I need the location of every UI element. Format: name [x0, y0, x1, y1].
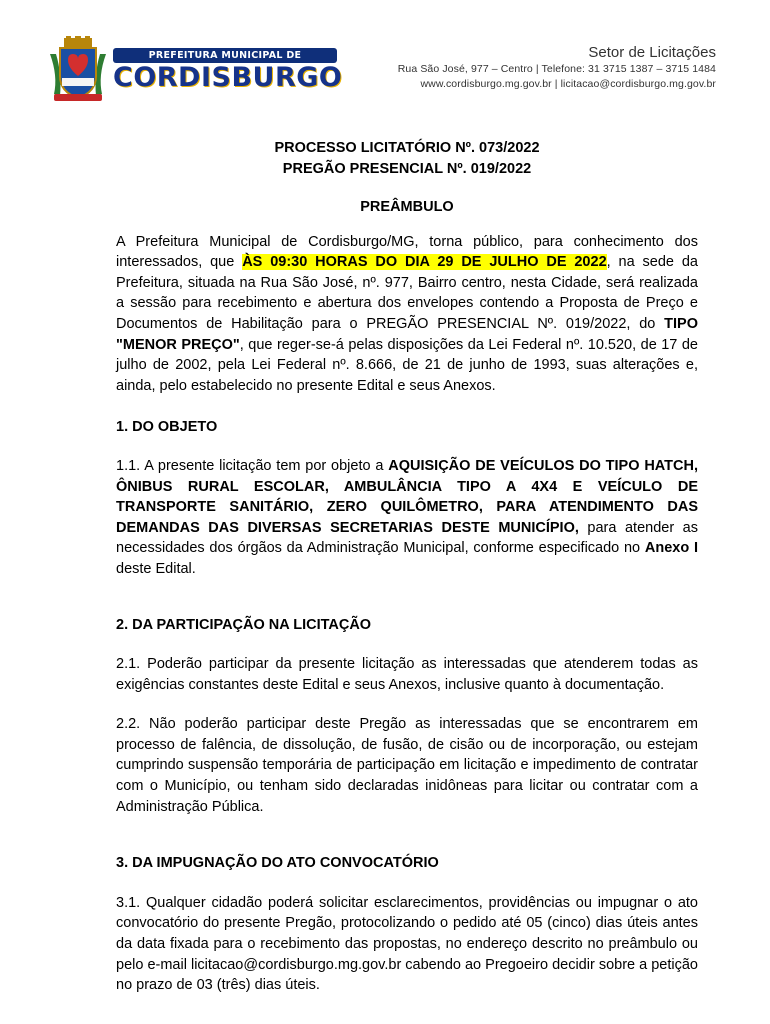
preamble-text-2: , na sede da Prefeitura, situada na Rua São José, nº. 977, Bairro centro, nesta Cidade, será realizada a sessão para recebimento e abertura dos envelopes contendo a Proposta de Preço e Documentos de Habilitação para o PREGÃO PRESENCIAL Nº. 019/2022, do: [116, 254, 698, 332]
objeto-text-mid: para atender as necessidades dos órgãos da Administração Municipal, conforme especificado no: [116, 519, 698, 557]
logo-main-text: CORDISBURGO: [113, 62, 343, 93]
sector-name: Setor de Licitações: [588, 44, 716, 61]
logo-wordmark: [113, 48, 342, 93]
letterhead: [0, 0, 770, 110]
preambulo-heading: PREÂMBULO: [360, 199, 454, 215]
preamble-text-3: , que reger-se-á pelas disposições da Lei Federal nº. 10.520, de 17 de julho de 2002, pela Lei Federal nº. 8.666, de 21 de junho de 1993, suas alterações e, ainda, pelo estabelecido no presente Edital e seus Anexos.: [116, 336, 698, 394]
web-line: www.cordisburgo.mg.gov.br | licitacao@cordisburgo.mg.gov.br: [420, 78, 716, 90]
processo-title: PROCESSO LICITATÓRIO Nº. 073/2022: [274, 140, 540, 156]
section-2-1-paragraph: 2.1. Poderão participar da presente licitação as interessadas que atenderem todas as exigências constantes deste Edital e seus Anexos, inclusive quanto à documentação.: [116, 656, 698, 693]
address-line: Rua São José, 977 – Centro | Telefone: 31 3715 1387 – 3715 1484: [397, 63, 716, 75]
municipal-crest-icon: [46, 36, 110, 104]
section-3-1-paragraph: 3.1. Qualquer cidadão poderá solicitar esclarecimentos, providências ou impugnar o ato convocatório do presente Pregão, protocolizando o pedido até 05 (cinco) dias úteis antes da data fixada para o recebimento das propostas, no endereço descrito no preâmbulo ou pelo e-mail licitacao@cordisburgo.mg.gov.br cabendo ao Pregoeiro decidir sobre a petição no prazo de 03 (três) dias úteis.: [116, 894, 698, 994]
pregao-title: PREGÃO PRESENCIAL Nº. 019/2022: [282, 161, 532, 177]
tipo-menor-preco: TIPO "MENOR PREÇO": [116, 315, 698, 353]
objeto-text-start: 1.1. A presente licitação tem por objeto a: [116, 457, 389, 474]
objeto-bold: AQUISIÇÃO DE VEÍCULOS DO TIPO HATCH, ÔNIBUS RURAL ESCOLAR, AMBULÂNCIA TIPO A 4X4 E VEÍCULO DE TRANSPORTE SANITÁRIO, ZERO QUILÔMETRO, PARA ATENDIMENTO DAS DEMANDAS DAS DIVERSAS SECRETARIAS DESTE MUNICÍPIO,: [116, 457, 699, 536]
section-1-heading: 1. DO OBJETO: [116, 419, 218, 436]
document-body: [116, 138, 698, 996]
section-2-2-paragraph: 2.2. Não poderão participar deste Pregão as interessadas que se encontrarem em processo de falência, de dissolução, de fusão, de cisão ou de incorporação, ou estejam cumprindo suspensão temporária de participação em licitação e impedimento de contratar com o Município, ou tenham sido declaradas inidôneas para licitar ou contratar com a Administração Pública.: [116, 716, 698, 815]
contact-block: [398, 44, 716, 92]
preamble-paragraph: [116, 232, 698, 397]
objeto-text-end: deste Edital.: [116, 560, 196, 577]
session-datetime-highlight: ÀS 09:30 HORAS DO DIA 29 DE JULHO DE 2022: [242, 254, 607, 271]
logo-top-text: PREFEITURA MUNICIPAL DE: [113, 48, 337, 63]
section-3-heading: 3. DA IMPUGNAÇÃO DO ATO CONVOCATÓRIO: [116, 855, 439, 872]
preamble-text-1: A Prefeitura Municipal de Cordisburgo/MG, torna público, para conhecimento dos interessados, que: [116, 233, 698, 271]
section-1-1-paragraph: [116, 456, 698, 580]
section-2-heading: 2. DA PARTICIPAÇÃO NA LICITAÇÃO: [116, 616, 372, 633]
anexo-i-ref: Anexo I: [644, 540, 698, 557]
